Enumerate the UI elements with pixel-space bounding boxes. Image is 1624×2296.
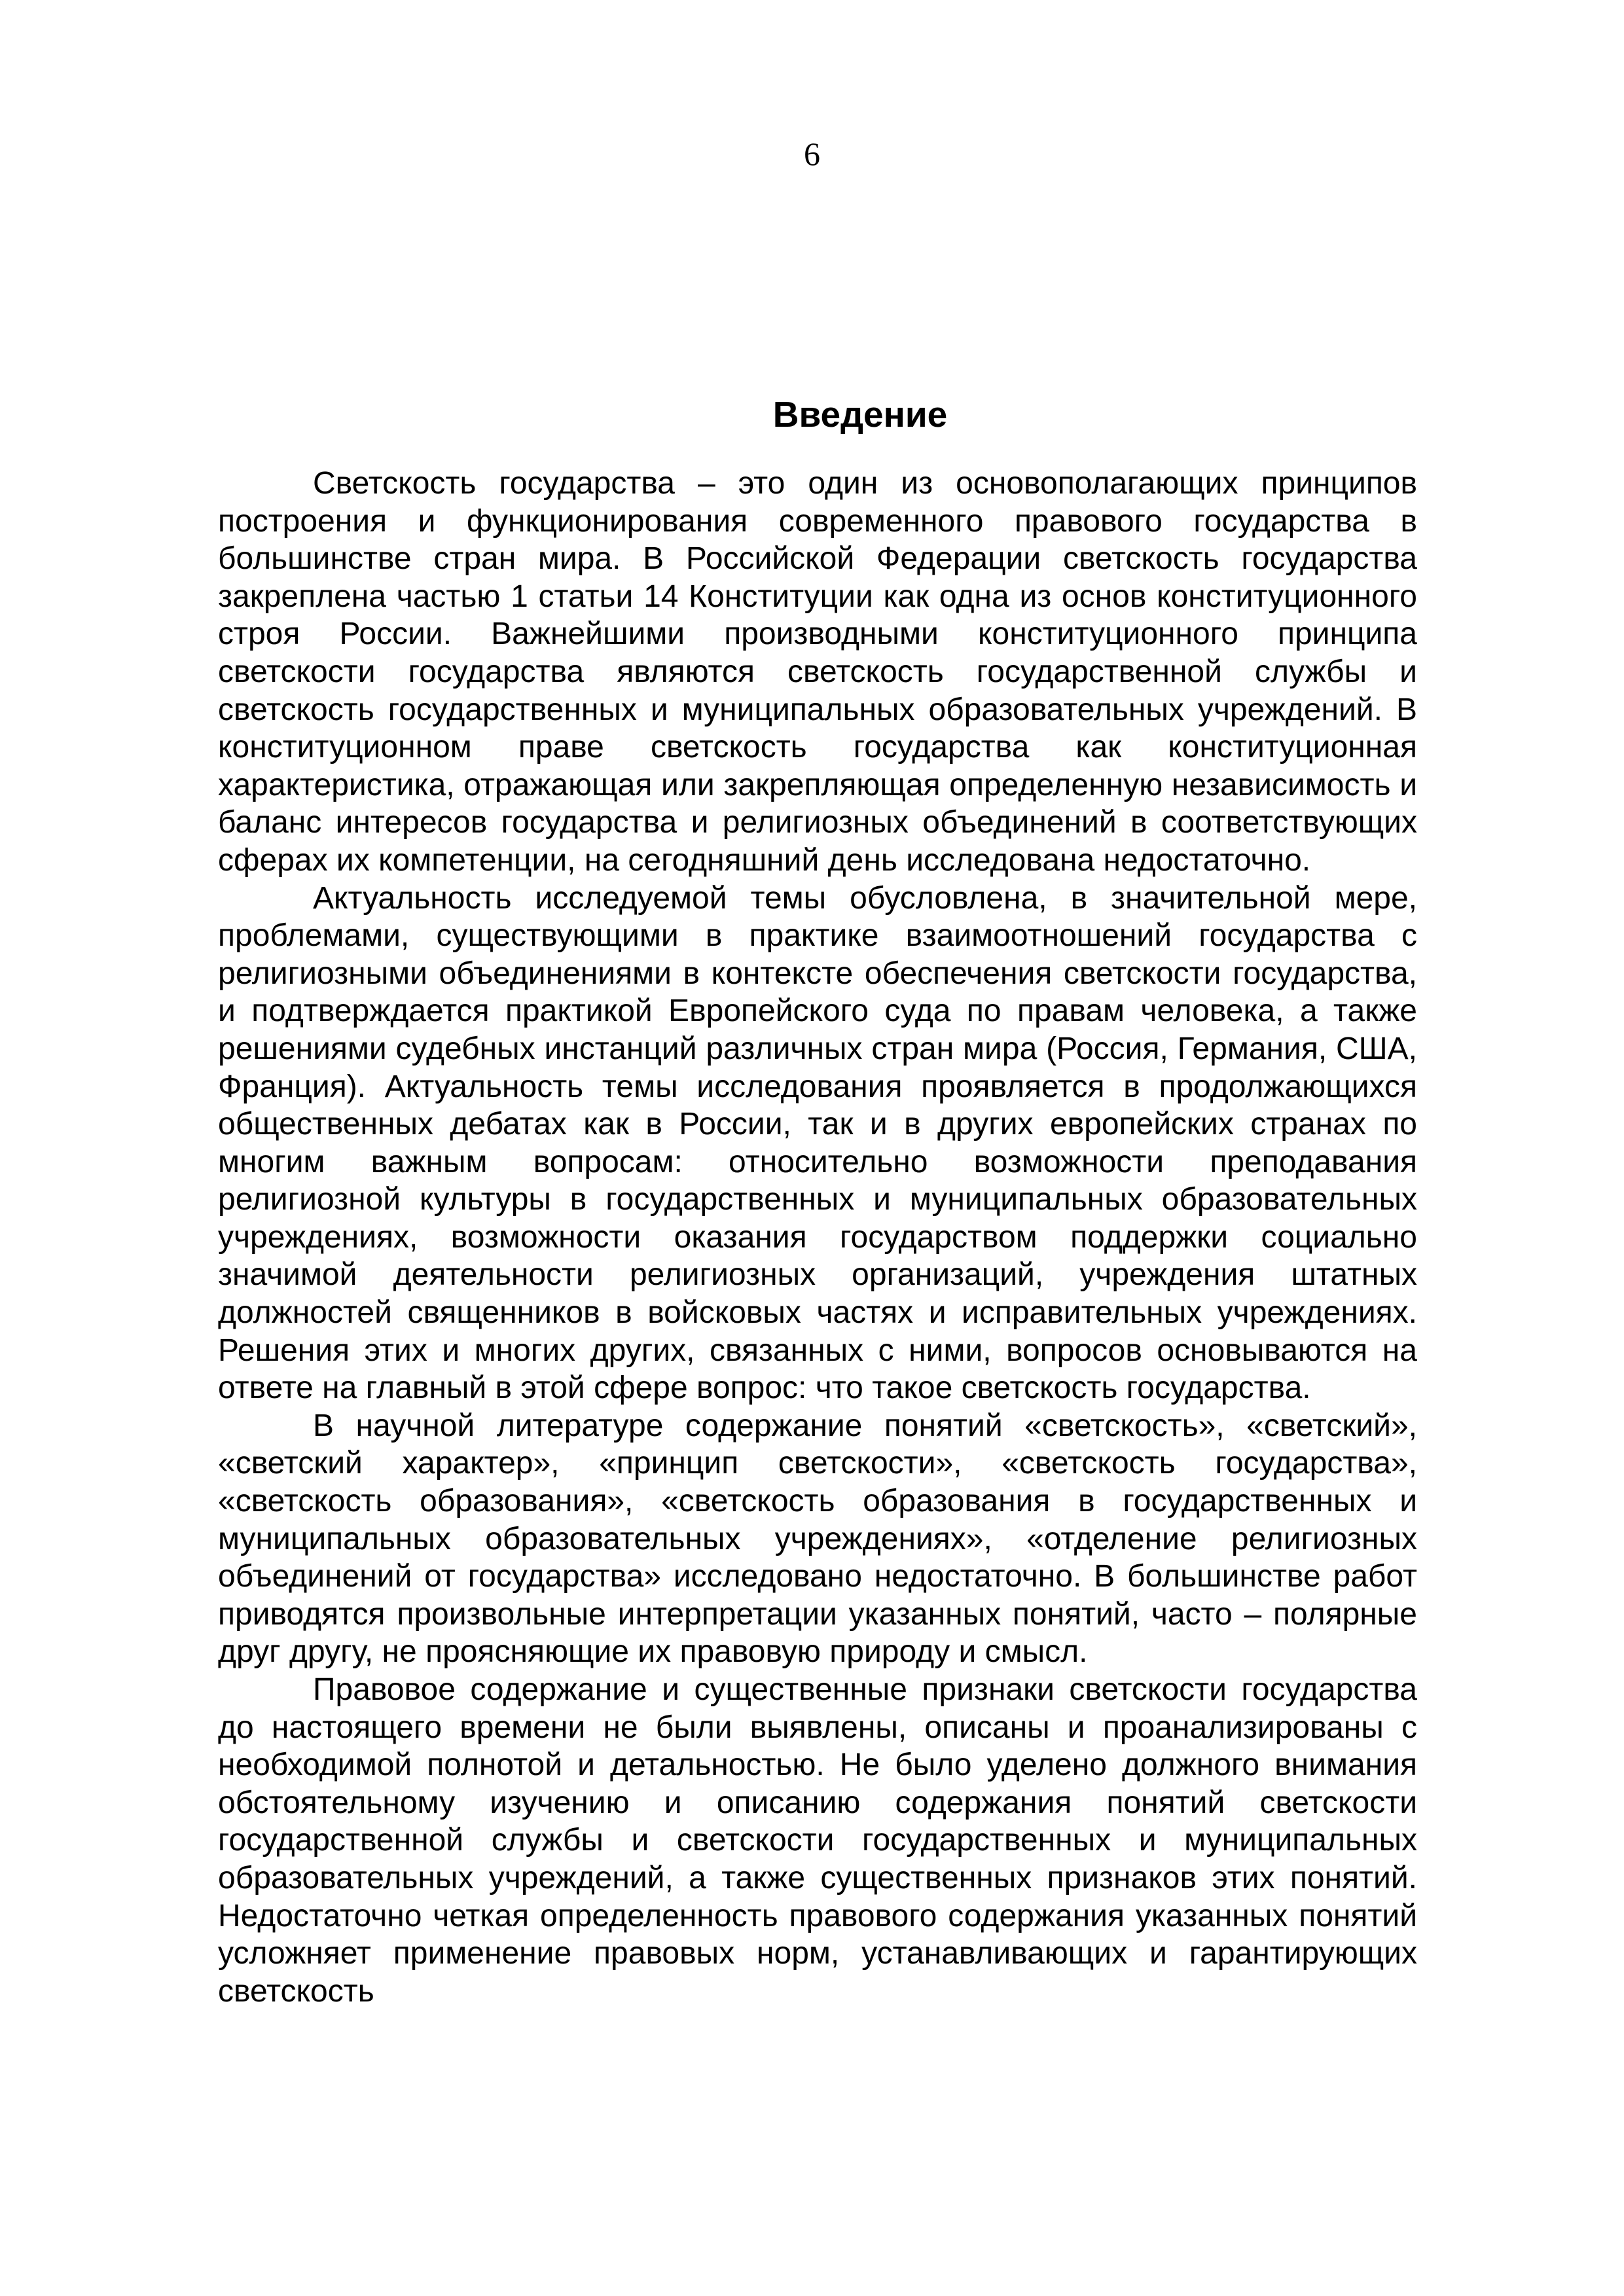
paragraph-3: В научной литературе содержание понятий «светскость», «светский», «светский характер», «принцип светскости», «светскость государства», «светскость образования», «светскость образования в государственных и муниципальных образовательных учреждениях», «отделение религиозных объединений от государства» исследовано недостаточно. В большинстве работ приводятся произвольные интерпретации указанных понятий, часто – полярные друг другу, не проясняющие их правовую природу и смысл.: [218, 1408, 1417, 1670]
paragraph-1: Светскость государства – это один из основополагающих принципов построения и функционирования современного правового государства в большинстве стран мира. В Российской Федерации светскость государства закреплена частью 1 статьи 14 Конституции как одна из основ конституционного строя России. Важнейшими производными конституционного принципа светскости государства являются светскость государственной службы и светскость государственных и муниципальных образовательных учреждений. В конституционном праве светскость государства как конституционная характеристика, отражающая или закрепляющая определенную независимость и баланс интересов государства и религиозных объединений в соответствующих сферах их компетенции, на сегодняшний день исследована недостаточно.: [218, 466, 1417, 878]
section-title: Введение: [772, 394, 948, 435]
paragraph-2: Актуальность исследуемой темы обусловлена, в значительной мере, проблемами, существующими в практике взаимоотношений государства с религиозными объединениями в контексте обеспечения светскости государства, и подтверждается практикой Европейского суда по правам человека, а также решениями судебных инстанций различных стран мира (Россия, Германия, США, Франция). Актуальность темы исследования проявляется в продолжающихся общественных дебатах как в России, так и в других европейских странах по многим важным вопросам: относительно возможности преподавания религиозной культуры в государственных и муниципальных образовательных учреждениях, возможности оказания государством поддержки социально значимой деятельности религиозных организаций, учреждения штатных должностей священников в войсковых частях и исправительных учреждениях. Решения этих и многих других, связанных с ними, вопросов основываются на ответе на главный в этой сфере вопрос: что такое светскость государства.: [218, 880, 1417, 1406]
paragraph-4: Правовое содержание и существенные признаки светскости государства до настоящего времени не были выявлены, описаны и проанализированы с необходимой полнотой и детальностью. Не было уделено должного внимания обстоятельному изучению и описанию содержания понятий светскости государственной службы и светскости государственных и муниципальных образовательных учреждений, а также существенных признаков этих понятий. Недостаточно четкая определенность правового содержания указанных понятий усложняет применение правовых норм, устанавливающих и гарантирующих светскость: [218, 1672, 1417, 2009]
page-content: [218, 391, 1417, 2010]
page-number: 6: [804, 135, 820, 172]
